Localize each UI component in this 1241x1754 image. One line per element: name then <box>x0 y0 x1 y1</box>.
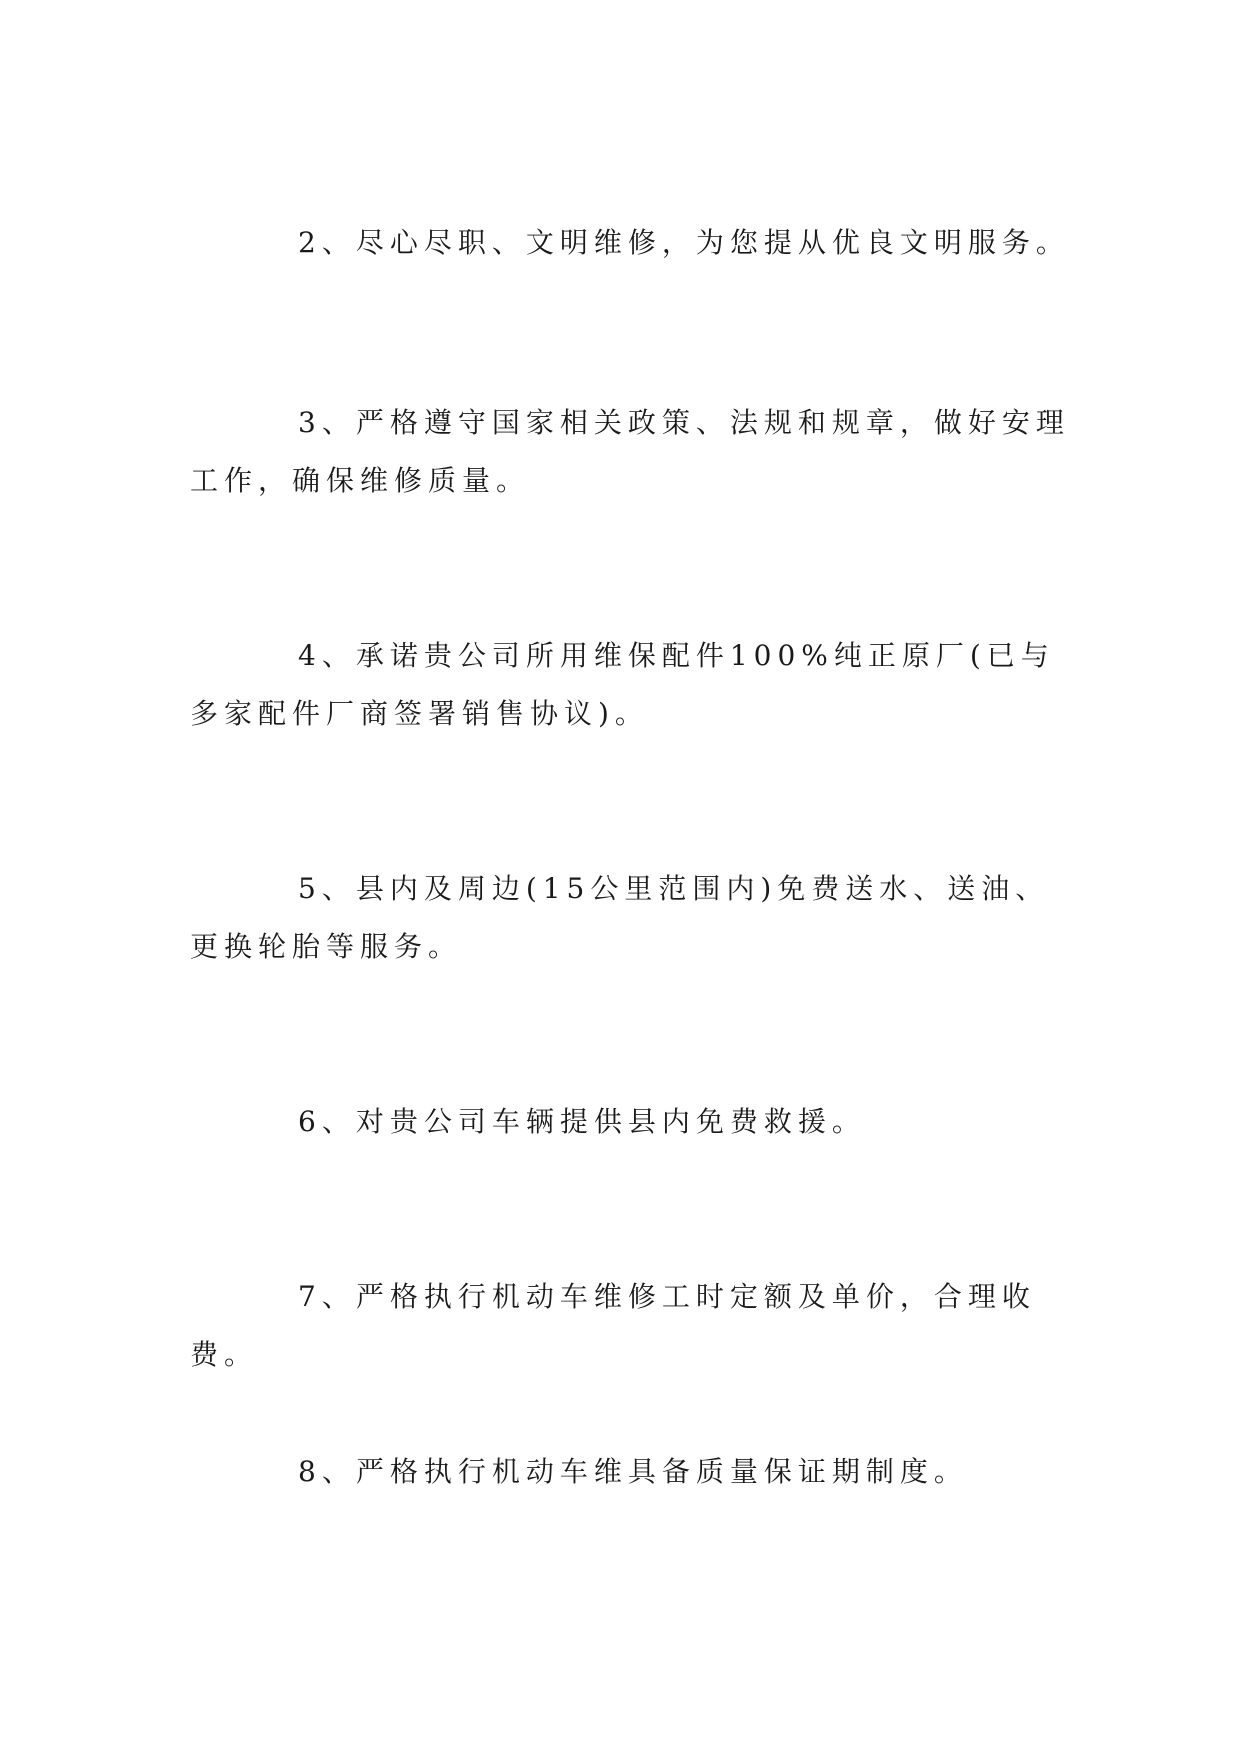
paragraph-item-7: 7、严格执行机动车维修工时定额及单价，合理收费。 <box>190 1280 1036 1371</box>
paragraph-item-8: 8、严格执行机动车维具备质量保证期制度。 <box>298 1455 968 1488</box>
paragraph-item-5: 5、县内及周边(15公里范围内)免费送水、送油、更换轮胎等服务。 <box>190 872 1050 963</box>
paragraph-item-4: 4、承诺贵公司所用维保配件100%纯正原厂(已与多家配件厂商签署销售协议)。 <box>190 639 1055 730</box>
paragraph-item-3: 3、严格遵守国家相关政策、法规和规章，做好安理工作，确保维修质量。 <box>190 406 1070 497</box>
paragraph-item-2: 2、尽心尽职、文明维修，为您提从优良文明服务。 <box>298 226 1070 259</box>
paragraph-item-6: 6、对贵公司车辆提供县内免费救援。 <box>298 1105 866 1138</box>
